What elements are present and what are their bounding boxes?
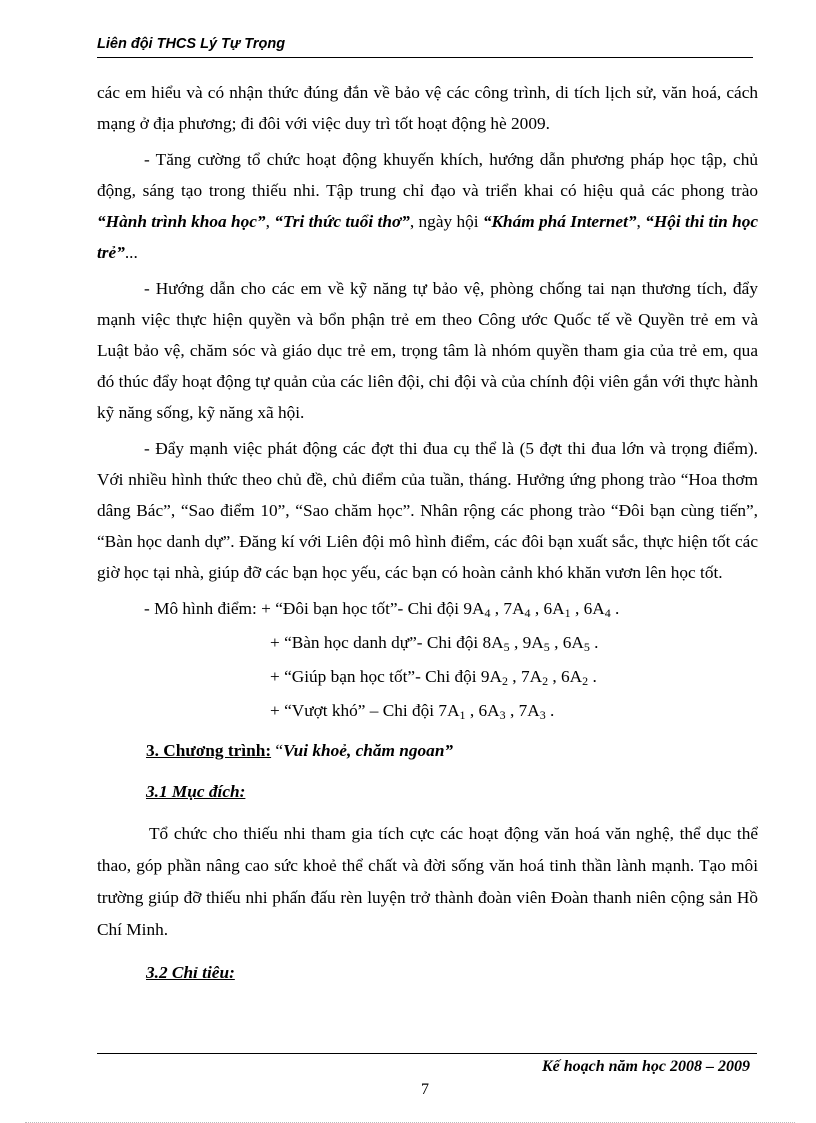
header-rule [97,57,753,58]
class-code-subscript: 5 [543,640,550,654]
class-code: $6A_3$ [478,701,506,722]
footer-rule [97,1053,757,1054]
page-number: 7 [421,1081,429,1098]
model-list-item [97,592,758,626]
class-code-subscript: 4 [524,606,531,620]
section-3-open-quote: “ [271,741,284,760]
model-list-item [97,626,758,660]
movement-name-2: “Tri thức tuổi thơ” [274,212,410,231]
paragraph-2-text-1: - Tăng cường tổ chức hoạt động khuyến khích, hướng dẫn phương pháp học tập, chủ động, sáng tạo trong thiếu nhi. Tập trung chỉ đạo và triển khai có hiệu quả các phong trào [97,150,758,200]
class-code-subscript: 1 [564,606,571,620]
model-list-item [97,660,758,694]
class-code-subscript: 5 [583,640,590,654]
paragraph-2-text-2: , [265,212,275,231]
class-code: $9A_4$ [463,599,491,620]
section-3-2-heading: 3.2 Chỉ tiêu: [146,963,235,982]
model-item-text: + “Vượt khó” – Chi đội [270,701,439,720]
class-code-subscript: 1 [459,708,466,722]
paragraph-3: - Hướng dẫn cho các em về kỹ năng tự bảo vệ, phòng chống tai nạn thương tích, đẩy mạnh việc thực hiện quyền và bổn phận trẻ em theo Công ước Quốc tế về Quyền trẻ em và Luật bảo vệ, chăm sóc và giáo dục trẻ em, trọng tâm là nhóm quyền tham gia của trẻ em, qua đó thúc đẩy hoạt động tự quản của các liên đội, chi đội và của chính đội viên gắn với thực hành kỹ năng sống, kỹ năng xã hội. [97,279,758,422]
section-3-title: Vui khoẻ, chăm ngoan” [283,741,454,760]
purpose-paragraph: Tổ chức cho thiếu nhi tham gia tích cực các hoạt động văn hoá văn nghệ, thể dục thể thao, góp phần nâng cao sức khoẻ thể chất và đời sống văn hoá tinh thần lành mạnh. Tạo môi trường giúp đỡ thiếu nhi phấn đấu rèn luyện trở thành đoàn viên Đoàn thanh niên cộng sản Hồ Chí Minh. [97,824,758,939]
class-code-subscript: 2 [582,674,589,688]
class-code-subscript: 2 [542,674,549,688]
class-code: $7A_3$ [518,701,546,722]
paragraph-4: - Đẩy mạnh việc phát động các đợt thi đua cụ thể là (5 đợt thi đua lớn và trọng điểm). Với nhiều hình thức theo chủ đề, chủ điểm của tuần, tháng. Hưởng ứng phong trào “Hoa thơm dâng Bác”, “Sao điểm 10”, “Sao chăm học”. Nhân rộng các phong trào “Đôi bạn cùng tiến”, “Bàn học danh dự”. Đăng kí với Liên đội mô hình điểm, các đôi bạn xuất sắc, thực hiện tốt các giờ học tại nhà, giúp đỡ các bạn học yếu, các bạn có hoàn cảnh khó khăn vươn lên học tốt. [97,439,758,582]
paragraph-2-text-4: , [636,212,646,231]
class-code: $8A_5$ [482,633,510,654]
section-3-1-heading: 3.1 Mục đích: [146,782,246,801]
paragraph-2-text-3: , ngày hội [409,212,483,231]
class-code-subscript: 4 [484,606,491,620]
class-code: $6A_5$ [562,633,590,654]
document-body [97,77,758,987]
model-item-text: + “Đôi bạn học tốt”- Chi đội [261,599,464,618]
paragraph-2 [97,144,758,268]
class-code-subscript: 3 [499,708,506,722]
footer-title: Kế hoạch năm học 2008 – 2009 [541,1058,750,1075]
class-code: $7A_1$ [438,701,466,722]
class-code-subscript: 3 [539,708,546,722]
model-item-classes: $9A_4$ , $7A_4$ , $6A_1$ , $6A_4$ . [463,599,620,620]
model-item-classes: $7A_1$ , $6A_3$ , $7A_3$ . [438,701,555,722]
class-code: $6A_4$ [583,599,611,620]
page-header-title: Liên đội THCS Lý Tự Trọng [97,36,286,52]
event-name-2: “Hội thi tin học trẻ” [97,212,759,262]
section-3-label: 3. Chương trình: [146,741,272,760]
class-code-subscript: 5 [503,640,510,654]
class-code: $7A_4$ [503,599,531,620]
class-code: $9A_5$ [522,633,550,654]
model-list-lead: - Mô hình điểm: [144,599,262,618]
paragraph-1: các em hiểu và có nhận thức đúng đắn về bảo vệ các công trình, di tích lịch sử, văn hoá, cách mạng ở địa phương; đi đôi với việc duy trì tốt hoạt động hè 2009. [97,83,758,133]
model-item-classes: $9A_2$ , $7A_2$ , $6A_2$ . [480,667,597,688]
event-name-1: “Khám phá Internet” [482,212,637,231]
class-code-subscript: 2 [501,674,508,688]
model-list-item [97,694,758,728]
paragraph-2-text-5: ... [124,243,138,262]
class-code: $7A_2$ [520,667,549,688]
movement-name-1: “Hành trình khoa học” [97,212,266,231]
class-code: $6A_1$ [543,599,571,620]
section-3-heading [97,737,758,765]
class-code-subscript: 4 [604,606,611,620]
model-item-text: + “Giúp bạn học tốt”- Chi đội [270,667,481,686]
model-item-classes: $8A_5$ , $9A_5$ , $6A_5$ . [482,633,599,654]
class-code: $9A_2$ [480,667,508,688]
class-code: $6A_2$ [561,667,589,688]
model-item-text: + “Bàn học danh dự”- Chi đội [270,633,483,652]
